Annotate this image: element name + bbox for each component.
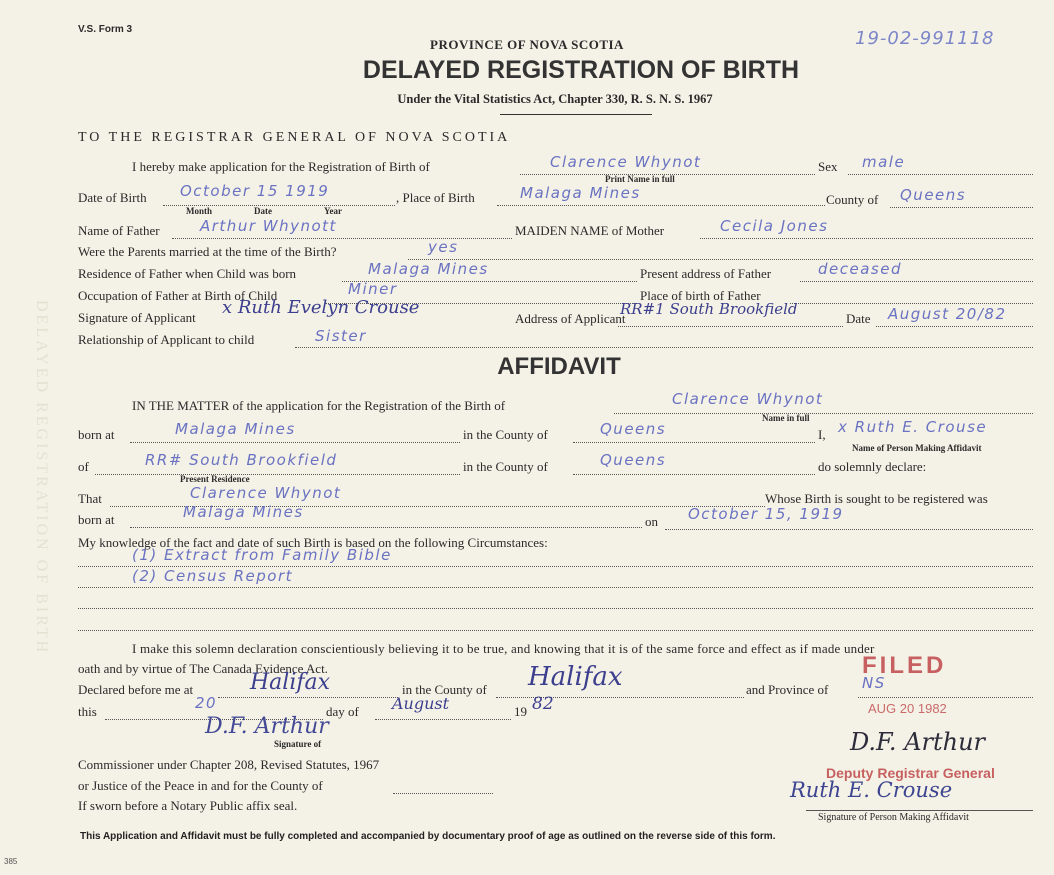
pob-value: Malaga Mines <box>520 184 641 202</box>
present-address-value: deceased <box>818 260 902 278</box>
mother-value: Cecila Jones <box>720 217 829 235</box>
that-value: Clarence Whynot <box>190 484 342 502</box>
married-label: Were the Parents married at the time of the Birth? <box>78 244 337 259</box>
father-pob-label: Place of birth of Father <box>640 288 761 303</box>
solemnly-declare: do solemnly declare: <box>818 459 927 474</box>
day-value: 20 <box>195 694 218 712</box>
to-registrar: TO THE REGISTRAR GENERAL OF NOVA SCOTIA <box>78 130 511 145</box>
date-value: August 20/82 <box>888 305 1007 323</box>
sex-label: Sex <box>818 159 838 174</box>
on-label: on <box>645 514 658 529</box>
print-name-caption: Print Name in full <box>605 174 675 184</box>
affiant-caption: Signature of Person Making Affidavit <box>818 812 969 823</box>
of-value: RR# South Brookfield <box>145 451 338 469</box>
born-at-label: born at <box>78 427 115 442</box>
affiant-signature-rule <box>806 810 1033 811</box>
province-heading: PROVINCE OF NOVA SCOTIA <box>430 37 624 52</box>
day-of-label: day of <box>326 704 359 719</box>
county-value: Queens <box>900 186 967 204</box>
mother-label: MAIDEN NAME of Mother <box>515 223 665 238</box>
matter-name: Clarence Whynot <box>672 390 824 408</box>
form-title: DELAYED REGISTRATION OF BIRTH <box>362 56 800 84</box>
knowledge-text: My knowledge of the fact and date of such Birth is based on the following Circumstances: <box>78 535 548 550</box>
present-address-label: Present address of Father <box>640 266 772 281</box>
residence-caption: Present Residence <box>180 474 250 484</box>
county1-value: Queens <box>600 420 667 438</box>
that-label: That <box>78 491 102 506</box>
province-value: NS <box>862 674 886 692</box>
signature-of-caption: Signature of <box>274 739 322 749</box>
address-value: RR#1 South Brookfield <box>620 300 798 318</box>
relationship-label: Relationship of Applicant to child <box>78 332 255 347</box>
father-value: Arthur Whynott <box>200 217 337 235</box>
dob-label: Date of Birth <box>78 190 147 205</box>
signature-label: Signature of Applicant <box>78 310 196 325</box>
dob-value: October 15 1919 <box>180 182 330 200</box>
in-county-label-1: in the County of <box>463 427 548 442</box>
watermark: DELAYED REGISTRATION OF BIRTH <box>33 300 50 656</box>
commissioner-signature: D.F. Arthur <box>205 714 329 739</box>
married-value: yes <box>428 238 459 256</box>
month-value: August <box>392 694 450 713</box>
year-caption: Year <box>324 206 342 216</box>
circumstance-1: (1) Extract from Family Bible <box>132 546 392 564</box>
intro-text: I hereby make application for the Registration of Birth of <box>132 159 430 174</box>
province-label: and Province of <box>746 682 829 697</box>
on-value: October 15, 1919 <box>688 505 844 523</box>
address-label: Address of Applicant <box>515 311 626 326</box>
form-number: V.S. Form 3 <box>78 24 133 35</box>
circumstance-2: (2) Census Report <box>132 567 294 585</box>
relationship-value: Sister <box>315 327 367 345</box>
whose-birth-text: Whose Birth is sought to be registered was <box>765 491 988 506</box>
occupation-label: Occupation of Father at Birth of Child <box>78 288 278 303</box>
residence-label: Residence of Father when Child was born <box>78 266 297 281</box>
this-label: this <box>78 704 97 719</box>
county-label: County of <box>826 192 879 207</box>
name-caption: Name in full <box>762 413 810 423</box>
in-the-county-label: in the County of <box>402 682 487 697</box>
declaration-line-2: oath and by virtue of The Canada Evidence Act. <box>78 661 328 676</box>
year-prefix: 19 <box>514 704 527 719</box>
form-subtitle: Under the Vital Statistics Act, Chapter 330, R. S. N. S. 1967 <box>397 92 713 106</box>
declared-label: Declared before me at <box>78 682 194 697</box>
affiant-signature: Ruth E. Crouse <box>790 778 953 802</box>
date-label: Date <box>846 311 871 326</box>
notary-text: If sworn before a Notary Public affix seal. <box>78 798 298 813</box>
year-value: 82 <box>532 694 554 714</box>
residence-value: Malaga Mines <box>368 260 489 278</box>
pob-label: , Place of Birth <box>396 190 475 205</box>
county2-value: Queens <box>600 451 667 469</box>
affiant-name: x Ruth E. Crouse <box>838 418 988 436</box>
justice-text: or Justice of the Peace in and for the County of <box>78 778 323 793</box>
filed-stamp: FILED <box>862 652 947 679</box>
title-rule <box>500 114 652 115</box>
reference-number: 19-02-991118 <box>855 28 995 49</box>
affidavit-heading: AFFIDAVIT <box>497 353 621 380</box>
corner-number: 385 <box>4 857 18 866</box>
month-caption: Month <box>186 206 213 216</box>
filed-date: AUG 20 1982 <box>868 701 947 716</box>
in-county-label-2: in the County of <box>463 459 548 474</box>
occupation-value: Miner <box>348 280 398 298</box>
registrar-signature: D.F. Arthur <box>850 728 986 756</box>
person-caption: Name of Person Making Affidavit <box>852 443 982 453</box>
deputy-registrar-title: Deputy Registrar General <box>826 765 995 781</box>
born-at-value-2: Malaga Mines <box>183 503 304 521</box>
i-label: I, <box>818 427 826 442</box>
date-caption: Date <box>254 206 272 216</box>
footer-note: This Application and Affidavit must be fully completed and accompanied by documentary proof of age as outlined on the reverse side of this form. <box>80 831 776 842</box>
born-at-value: Malaga Mines <box>175 420 296 438</box>
commissioner-text: Commissioner under Chapter 208, Revised Statutes, 1967 <box>78 757 380 772</box>
declared-place: Halifax <box>250 670 331 695</box>
of-label: of <box>78 459 89 474</box>
applicant-signature: x Ruth Evelyn Crouse <box>222 297 420 318</box>
child-name: Clarence Whynot <box>550 153 702 171</box>
father-label: Name of Father <box>78 223 160 238</box>
declaration-line-1: I make this solemn declaration conscientiously believing it to be true, and knowing that it is of the same force and effect as if made under <box>132 641 875 656</box>
county3-value: Halifax <box>528 662 623 692</box>
matter-text: IN THE MATTER of the application for the Registration of the Birth of <box>132 398 506 413</box>
born-at-label-2: born at <box>78 512 115 527</box>
sex-value: male <box>862 153 906 171</box>
